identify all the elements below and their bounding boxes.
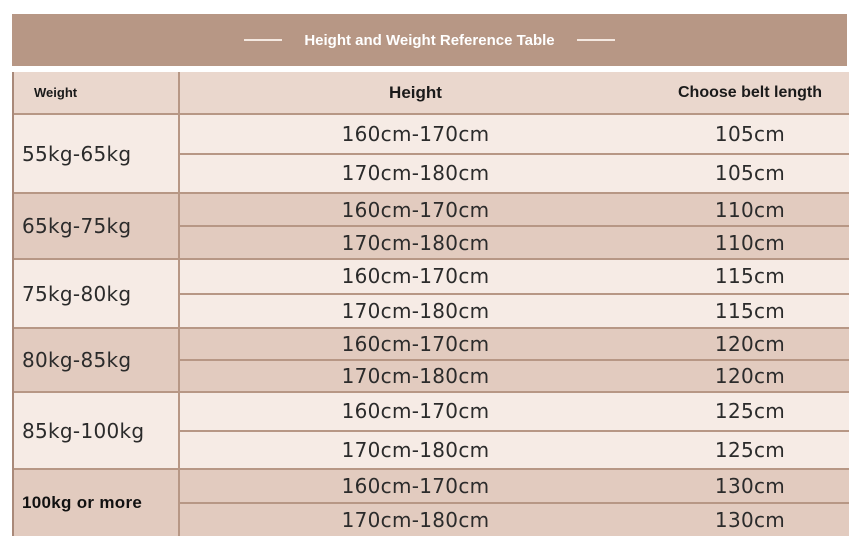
table-row [180, 359, 849, 391]
belt-length-cell: 110cm [714, 197, 786, 222]
height-cell: 170cm-180cm [341, 508, 490, 532]
height-cell: 160cm-170cm [341, 332, 490, 356]
belt-length-cell: 105cm [714, 121, 786, 146]
weight-cell: 65kg-75kg [14, 194, 180, 258]
weight-cell: 55kg-65kg [14, 115, 180, 192]
belt-length-column-header: Choose belt length [678, 83, 822, 101]
table-row-group [14, 194, 849, 260]
belt-length-cell: 125cm [714, 437, 786, 462]
table-row [180, 502, 849, 536]
table-row-group [14, 260, 849, 329]
weight-cell: 80kg-85kg [14, 329, 180, 391]
table-row [180, 153, 849, 193]
page-title: Height and Weight Reference Table [304, 31, 555, 49]
height-cell: 160cm-170cm [341, 197, 490, 222]
belt-length-cell: 120cm [714, 332, 786, 356]
height-cell: 170cm-180cm [341, 161, 490, 186]
table-row [180, 194, 849, 225]
height-cell: 160cm-170cm [341, 121, 490, 146]
height-cell: 160cm-170cm [341, 474, 490, 498]
weight-cell: 100kg or more [14, 470, 180, 536]
belt-length-cell: 130cm [714, 508, 786, 532]
table-row [180, 293, 849, 328]
belt-length-cell: 125cm [714, 399, 786, 424]
table-row-group [14, 329, 849, 393]
table-header-row [14, 72, 849, 115]
height-cell: 170cm-180cm [341, 230, 490, 255]
belt-length-cell: 120cm [714, 364, 786, 388]
table-row [180, 470, 849, 502]
table-row [180, 115, 849, 153]
weight-cell: 85kg-100kg [14, 393, 180, 468]
height-cell: 170cm-180cm [341, 437, 490, 462]
table-row [180, 430, 849, 469]
table-row [180, 225, 849, 258]
height-cell: 160cm-170cm [341, 399, 490, 424]
weight-cell: 75kg-80kg [14, 260, 180, 327]
belt-length-cell: 130cm [714, 474, 786, 498]
table-row-group [14, 393, 849, 470]
belt-length-cell: 110cm [714, 230, 786, 255]
weight-column-header: Weight [14, 72, 180, 113]
table-row [180, 260, 849, 293]
table-row-group [14, 115, 849, 194]
height-column-header: Height [389, 82, 442, 102]
height-cell: 160cm-170cm [341, 264, 490, 289]
left-decor-line [244, 39, 282, 41]
belt-length-cell: 105cm [714, 161, 786, 186]
height-cell: 170cm-180cm [341, 298, 490, 323]
belt-length-cell: 115cm [714, 264, 786, 289]
right-decor-line [577, 39, 615, 41]
height-cell: 170cm-180cm [341, 364, 490, 388]
table-row [180, 393, 849, 430]
table-row [180, 329, 849, 359]
table-row-group [14, 470, 849, 536]
title-banner [12, 14, 847, 66]
reference-table [12, 72, 849, 536]
belt-length-cell: 115cm [714, 298, 786, 323]
